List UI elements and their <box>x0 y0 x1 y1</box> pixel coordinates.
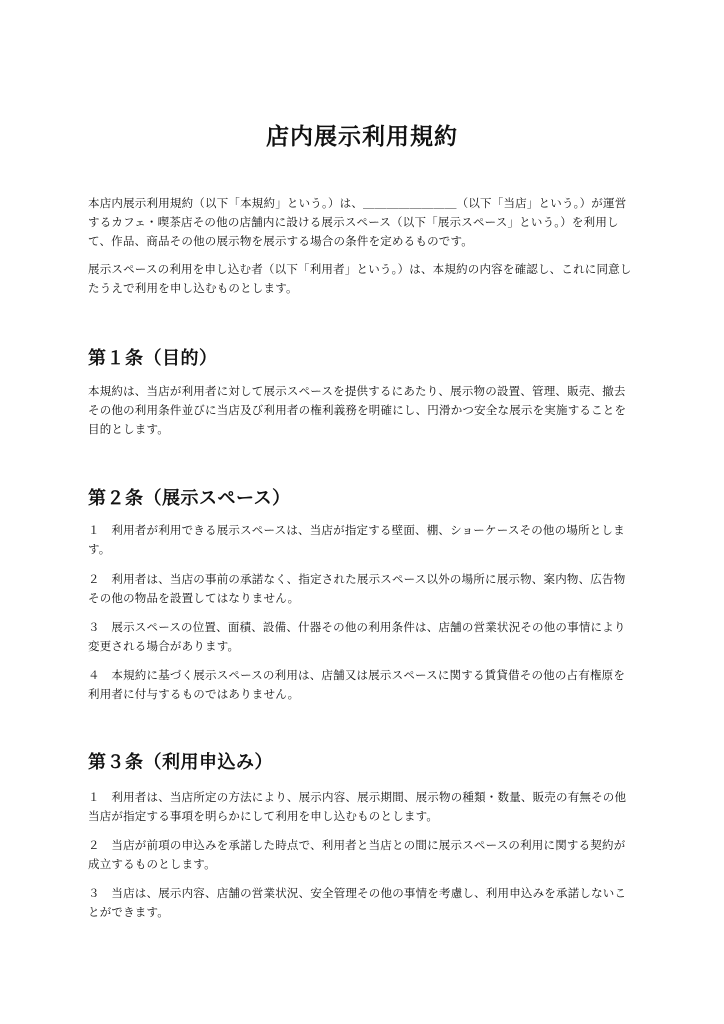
article-3-paragraph-1: １ 利用者は、当店所定の方法により、展示内容、展示期間、展示物の種類・数量、販売の有無その他当店が指定する事項を明らかにして利用を申し込むものとします。 <box>88 790 627 823</box>
article-3-paragraph-2: ２ 当店が前項の申込みを承諾した時点で、利用者と当店との間に展示スペースの利用に関する契約が成立するものとします。 <box>88 838 626 871</box>
article-1-heading: 第１条（目的） <box>88 348 218 369</box>
article-3-heading: 第３条（利用申込み） <box>88 752 273 773</box>
article-2-paragraph-1: １ 利用者が利用できる展示スペースは、当店が指定する壁面、棚、ショーケースその他の場所とします。 <box>88 523 625 556</box>
preamble-paragraph-2: 展示スペースの利用を申し込む者（以下「利用者」という。）は、本規約の内容を確認し、これに同意したうえで利用を申し込むものとします。 <box>88 262 632 295</box>
article-1-paragraph-1: 本規約は、当店が利用者に対して展示スペースを提供するにあたり、展示物の設置、管理、販売、撤去その他の利用条件並びに当店及び利用者の権利義務を明確にし、円滑かつ安全な展示を実施することを目的とします。 <box>88 384 627 436</box>
article-3-paragraph-3: ３ 当店は、展示内容、店舗の営業状況、安全管理その他の事情を考慮し、利用申込みを承諾しないことができます。 <box>88 886 627 919</box>
article-2-paragraph-3: ３ 展示スペースの位置、面積、設備、什器その他の利用条件は、店舗の営業状況その他の事情により変更される場合があります。 <box>88 620 626 653</box>
article-2-paragraph-2: ２ 利用者は、当店の事前の承諾なく、指定された展示スペース以外の場所に展示物、案内物、広告物その他の物品を設置してはなりません。 <box>88 572 626 605</box>
document-title: 店内展示利用規約 <box>266 124 458 150</box>
article-2-paragraph-4: ４ 本規約に基づく展示スペースの利用は、店舗又は展示スペースに関する賃貸借その他の占有権原を利用者に付与するものではありません。 <box>88 668 626 701</box>
article-2-heading: 第２条（展示スペース） <box>88 488 291 509</box>
preamble-paragraph-1: 本店内展示利用規約（以下「本規約」という。）は、＿＿＿＿＿＿＿＿（以下「当店」という。）が運営するカフェ・喫茶店その他の店舗内に設ける展示スペース（以下「展示スペース」という。）を利用して、作品、商品その他の展示物を展示する場合の条件を定めるものです。 <box>88 196 627 248</box>
